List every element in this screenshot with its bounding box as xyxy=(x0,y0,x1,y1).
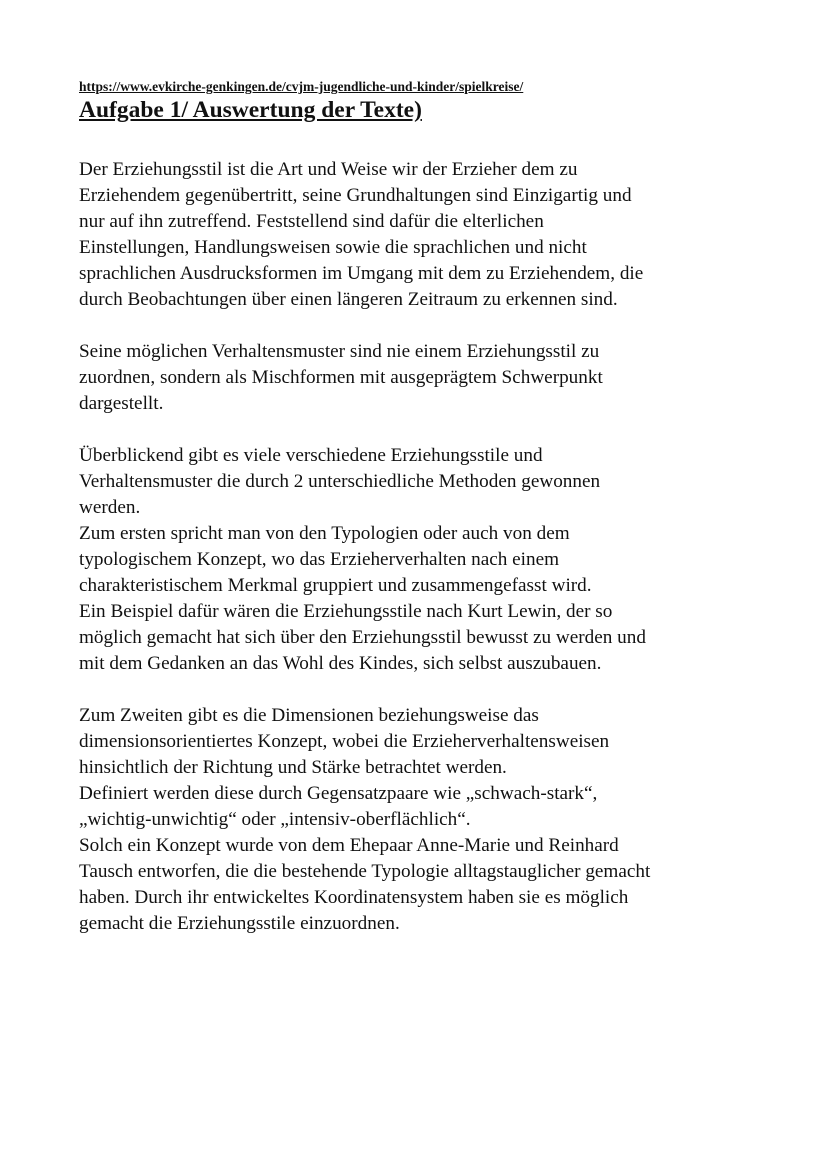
paragraph-1 xyxy=(79,157,779,313)
paragraph-line: durch Beobachtungen über einen längeren Zeitraum zu erkennen sind. xyxy=(79,289,618,310)
paragraph-line: sprachlichen Ausdrucksformen im Umgang mit dem zu Erziehendem, die xyxy=(79,263,644,284)
paragraph-2 xyxy=(79,339,779,417)
paragraph-line: Solch ein Konzept wurde von dem Ehepaar Anne-Marie und Reinhard xyxy=(79,835,619,856)
paragraph-line: dimensionsorientiertes Konzept, wobei die Erzieherverhaltensweisen xyxy=(79,731,610,752)
paragraph-line: Verhaltensmuster die durch 2 unterschiedliche Methoden gewonnen xyxy=(79,471,601,492)
paragraph-line: Definiert werden diese durch Gegensatzpaare wie „schwach-stark“, xyxy=(79,783,598,804)
paragraph-line: hinsichtlich der Richtung und Stärke betrachtet werden. xyxy=(79,757,507,778)
paragraph-line: Zum Zweiten gibt es die Dimensionen beziehungsweise das xyxy=(79,705,539,726)
paragraph-line: zuordnen, sondern als Mischformen mit ausgeprägtem Schwerpunkt xyxy=(79,367,603,388)
paragraph-line: haben. Durch ihr entwickeltes Koordinatensystem haben sie es möglich xyxy=(79,887,629,908)
page-title: Aufgabe 1/ Auswertung der Texte) xyxy=(79,97,422,123)
paragraph-line: Zum ersten spricht man von den Typologien oder auch von dem xyxy=(79,523,570,544)
document-page xyxy=(79,78,779,937)
source-url: https://www.evkirche-genkingen.de/cvjm-jugendliche-und-kinder/spielkreise/ xyxy=(79,79,524,94)
paragraph-line: Ein Beispiel dafür wären die Erziehungsstile nach Kurt Lewin, der so xyxy=(79,601,613,622)
paragraph-4 xyxy=(79,703,779,937)
paragraph-line: „wichtig-unwichtig“ oder „intensiv-oberflächlich“. xyxy=(79,809,471,830)
paragraph-line: Seine möglichen Verhaltensmuster sind nie einem Erziehungsstil zu xyxy=(79,341,600,362)
paragraph-3 xyxy=(79,443,779,677)
paragraph-line: Der Erziehungsstil ist die Art und Weise wir der Erzieher dem zu xyxy=(79,159,578,180)
paragraph-line: Einstellungen, Handlungsweisen sowie die sprachlichen und nicht xyxy=(79,237,587,258)
paragraph-line: typologischem Konzept, wo das Erzieherverhalten nach einem xyxy=(79,549,560,570)
paragraph-line: möglich gemacht hat sich über den Erziehungsstil bewusst zu werden und xyxy=(79,627,646,648)
paragraph-line: Erziehendem gegenübertritt, seine Grundhaltungen sind Einzigartig und xyxy=(79,185,632,206)
paragraph-line: charakteristischem Merkmal gruppiert und zusammengefasst wird. xyxy=(79,575,592,596)
paragraph-line: Überblickend gibt es viele verschiedene Erziehungsstile und xyxy=(79,445,543,466)
paragraph-line: nur auf ihn zutreffend. Feststellend sind dafür die elterlichen xyxy=(79,211,544,232)
paragraph-line: gemacht die Erziehungsstile einzuordnen. xyxy=(79,913,400,934)
paragraph-line: werden. xyxy=(79,497,141,518)
paragraph-line: dargestellt. xyxy=(79,393,164,414)
paragraph-line: Tausch entworfen, die die bestehende Typologie alltagstauglicher gemacht xyxy=(79,861,651,882)
paragraph-line: mit dem Gedanken an das Wohl des Kindes, sich selbst auszubauen. xyxy=(79,653,602,674)
body-text xyxy=(79,157,779,937)
